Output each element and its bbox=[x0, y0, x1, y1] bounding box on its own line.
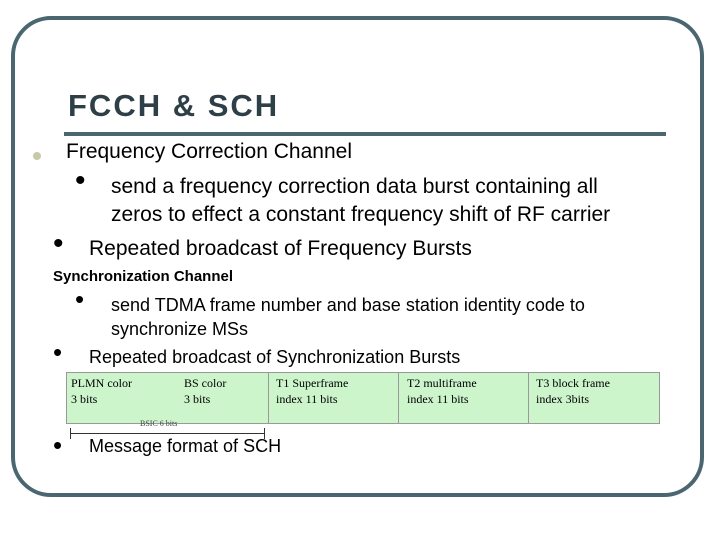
table-cell-t2: T2 multiframe index 11 bits bbox=[407, 376, 477, 406]
slide-title: FCCH & SCH bbox=[68, 88, 280, 123]
table-divider bbox=[528, 373, 529, 423]
bsic-bracket-line bbox=[70, 433, 265, 434]
fcch-bullet2: Repeated broadcast of Frequency Bursts bbox=[89, 237, 472, 260]
title-underline bbox=[64, 132, 666, 136]
bsic-bracket-left bbox=[70, 428, 71, 439]
bullet-dot: • bbox=[53, 337, 63, 367]
bullet-dot: • bbox=[53, 430, 63, 460]
sch-sub-line2: synchronize MSs bbox=[111, 319, 249, 339]
table-divider bbox=[268, 373, 269, 423]
sch-bullet2: Repeated broadcast of Synchronization Bursts bbox=[89, 347, 461, 367]
bullet-dot: • bbox=[75, 164, 86, 197]
fcch-heading: Frequency Correction Channel bbox=[66, 140, 352, 163]
sch-heading: Synchronization Channel bbox=[53, 268, 234, 285]
bullet-dot: • bbox=[75, 284, 85, 314]
main-bullet-dot bbox=[33, 152, 41, 160]
table-divider bbox=[398, 373, 399, 423]
sch-sub-line1: send TDMA frame number and base station identity code to bbox=[111, 295, 585, 315]
bsic-label: BSIC 6 bits bbox=[140, 419, 178, 428]
fcch-sub-line2: zeros to effect a constant frequency shift of RF carrier bbox=[111, 203, 611, 226]
sch-message-format-table bbox=[66, 372, 660, 424]
table-cell-t1: T1 Superframe index 11 bits bbox=[276, 376, 349, 406]
bullet-dot: • bbox=[53, 227, 64, 260]
table-cell-bs: BS color 3 bits bbox=[184, 376, 227, 406]
table-cell-plmn: PLMN color 3 bits bbox=[71, 376, 132, 406]
table-caption: Message format of SCH bbox=[89, 436, 282, 456]
fcch-sub-line1: send a frequency correction data burst containing all bbox=[111, 175, 598, 198]
table-cell-t3: T3 block frame index 3bits bbox=[536, 376, 610, 406]
